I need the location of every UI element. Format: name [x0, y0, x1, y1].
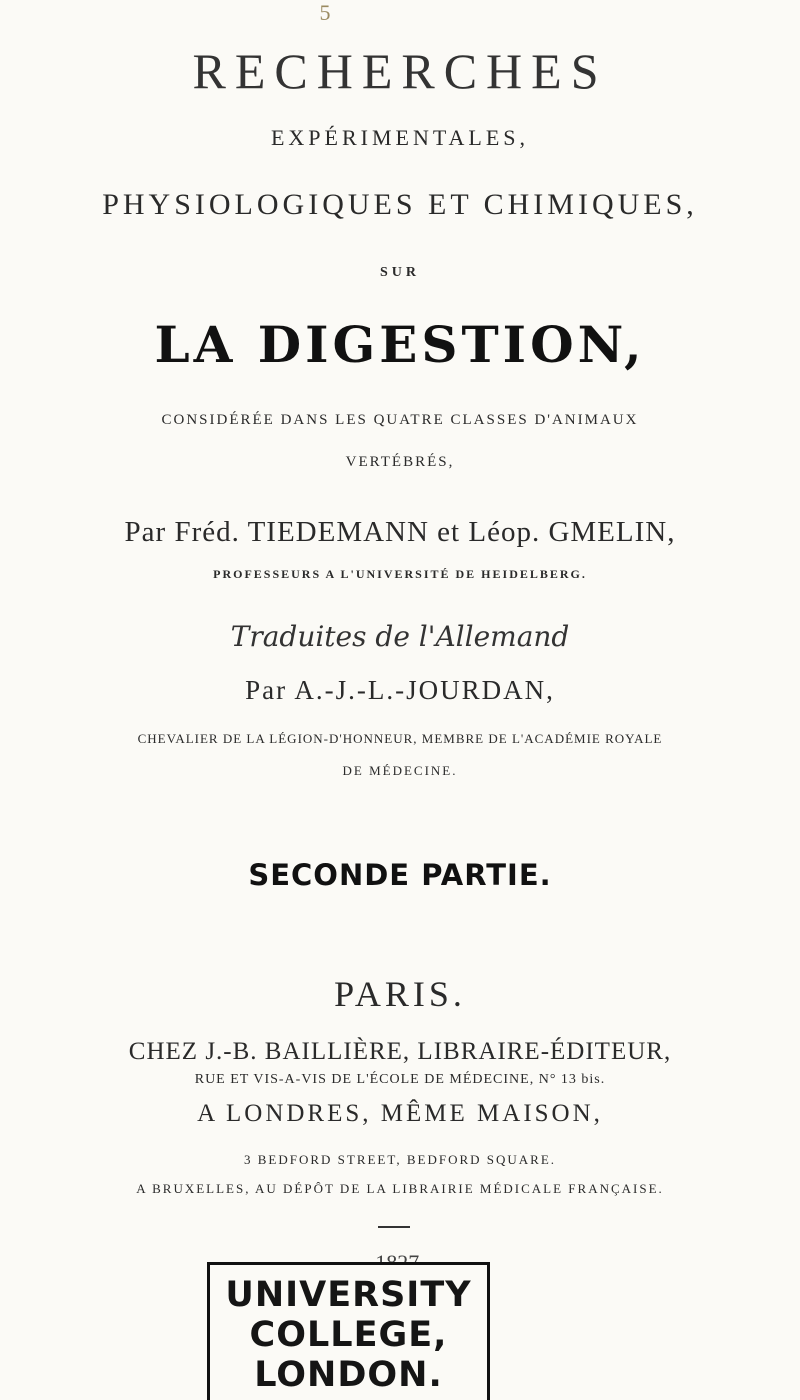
translator-title-1: CHEVALIER DE LA LÉGION-D'HONNEUR, MEMBRE DE L'ACADÉMIE ROYALE [137, 731, 663, 746]
title-sur: SUR [379, 265, 420, 280]
stamp-line-2: COLLEGE, [249, 1315, 448, 1355]
translator-title-2: DE MÉDECINE. [342, 763, 458, 778]
translation-note: Traduites de l'Allemand [230, 620, 570, 653]
divider-rule [378, 1226, 410, 1228]
title-description-1: CONSIDÉRÉE DANS LES QUATRE CLASSES D'ANIMAUX [161, 412, 639, 428]
title-main: RECHERCHES [192, 43, 608, 99]
authors-role: PROFESSEURS A L'UNIVERSITÉ DE HEIDELBERG. [213, 567, 587, 581]
title-description-2: VERTÉBRÉS, [345, 454, 455, 470]
translator: Par A.-J.-L.-JOURDAN, [245, 675, 555, 705]
library-stamp [207, 1262, 490, 1400]
imprint-address: RUE ET VIS-A-VIS DE L'ÉCOLE DE MÉDECINE, N° 13 bis. [194, 1072, 606, 1087]
imprint-city: PARIS. [334, 974, 466, 1014]
authors-line: Par Fréd. TIEDEMANN et Léop. GMELIN, [124, 516, 676, 548]
part-heading: SECONDE PARTIE. [248, 858, 552, 892]
stamp-line-1: UNIVERSITY [225, 1275, 472, 1315]
stamp-line-3: LONDON. [254, 1355, 443, 1395]
imprint-london: A LONDRES, MÊME MAISON, [197, 1100, 603, 1127]
title-subject: LA DIGESTION, [154, 315, 646, 374]
imprint-publisher: CHEZ J.-B. BAILLIÈRE, LIBRAIRE-ÉDITEUR, [128, 1038, 672, 1065]
title-line-3: PHYSIOLOGIQUES ET CHIMIQUES, [102, 188, 698, 221]
imprint-brussels: A BRUXELLES, AU DÉPÔT DE LA LIBRAIRIE MÉDICALE FRANÇAISE. [136, 1181, 664, 1196]
title-line-2: EXPÉRIMENTALES, [270, 125, 530, 150]
imprint-london-address: 3 BEDFORD STREET, BEDFORD SQUARE. [243, 1152, 557, 1167]
page-mark: 5 [319, 0, 331, 25]
